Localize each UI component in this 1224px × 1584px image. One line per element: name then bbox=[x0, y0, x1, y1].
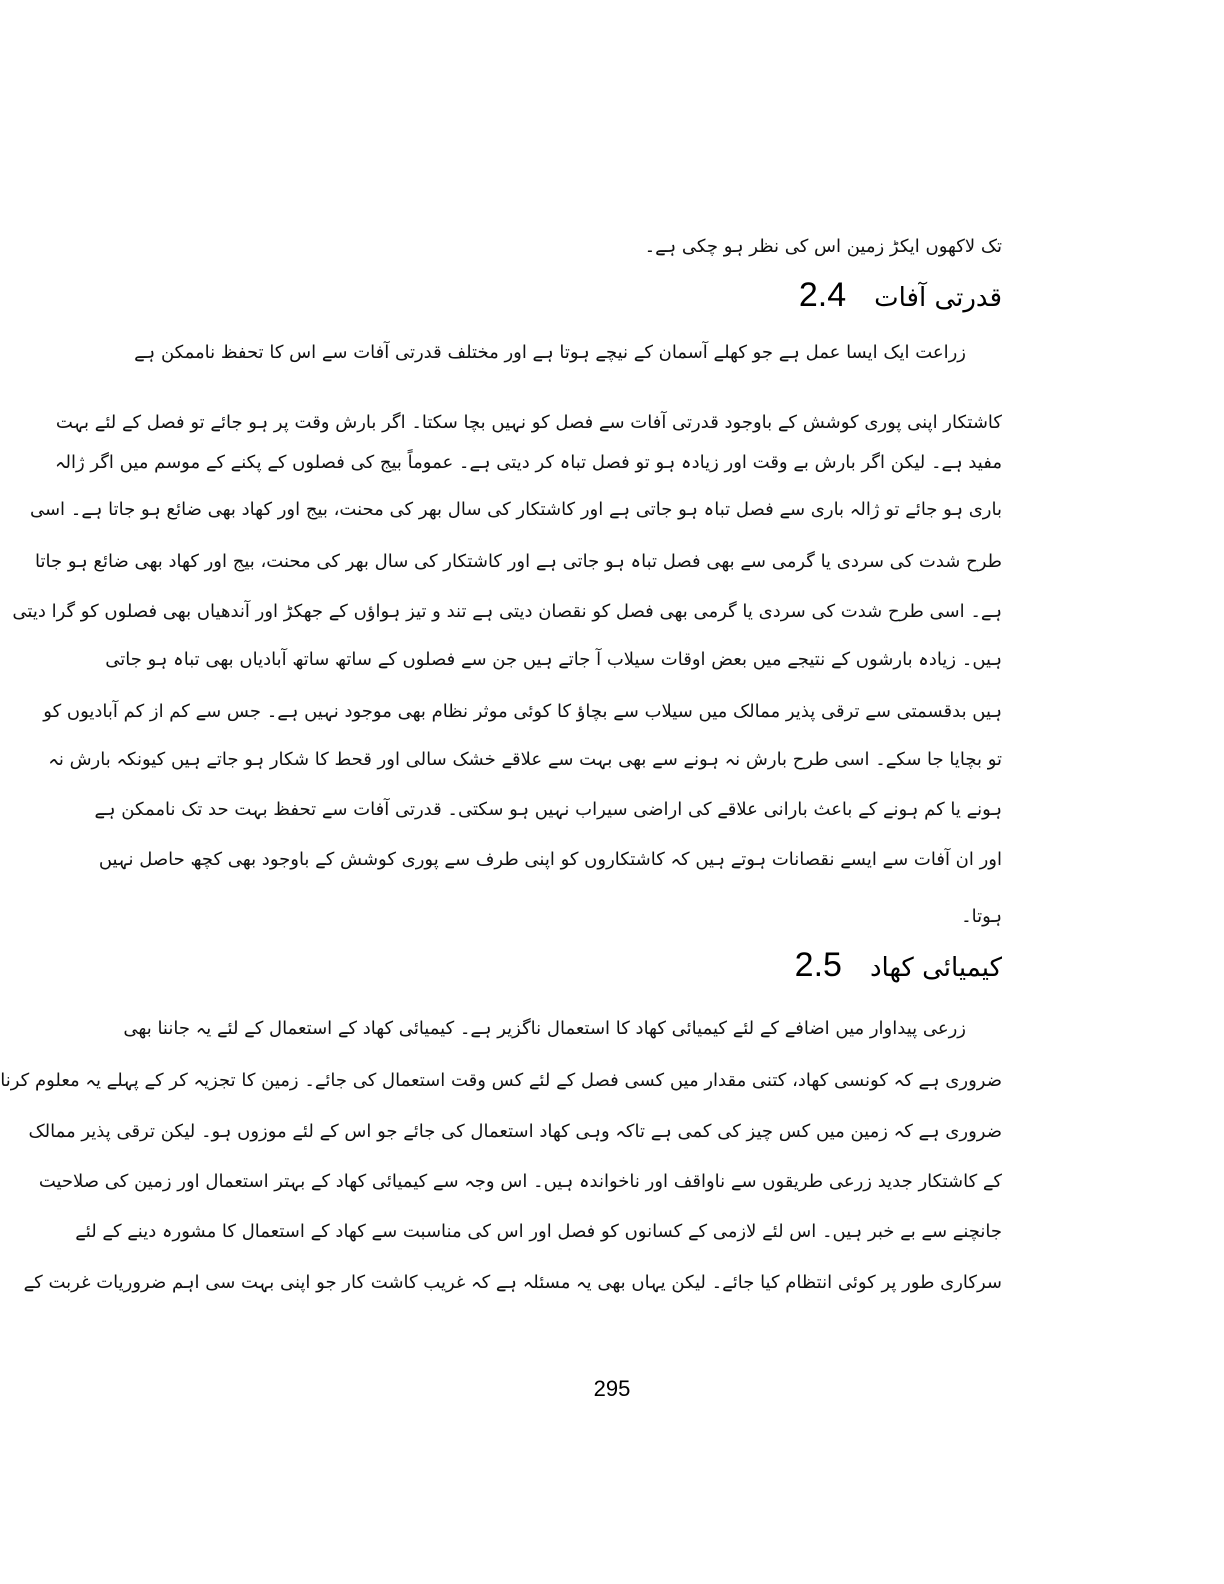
paragraph-line: ضروری ہے کہ زمین میں کس چیز کی کمی ہے تاکہ وہی کھاد استعمال کی جائے جو اس کے لئے موزوں ہو۔ لیکن ترقی پذیر ممالک bbox=[28, 1121, 1002, 1142]
paragraph-line: مفید ہے۔ لیکن اگر بارش بے وقت اور زیادہ ہو تو فصل تباہ کر دیتی ہے۔ عموماً بیج کی فصلوں کے پکنے کے موسم میں اگر ژالہ bbox=[54, 452, 1002, 473]
section-heading-2-5 bbox=[795, 946, 1002, 985]
section-number: 2.5 bbox=[794, 946, 842, 984]
paragraph-line: طرح شدت کی سردی یا گرمی سے بھی فصل تباہ ہو جاتی ہے اور کاشتکار کی سال بھر کی محنت، بیج اور کھاد بھی ضائع ہو جاتا bbox=[35, 551, 1002, 572]
paragraph-line: جانچنے سے بے خبر ہیں۔ اس لئے لازمی کے کسانوں کو فصل اور اس کی مناسبت سے کھاد کے استعمال کا مشورہ دینے کے لئے bbox=[75, 1221, 1002, 1242]
paragraph-line: کے کاشتکار جدید زرعی طریقوں سے ناواقف اور ناخواندہ ہیں۔ اس وجہ سے کیمیائی کھاد کے بہتر استعمال اور زمین کی صلاحیت bbox=[38, 1171, 1002, 1192]
intro-line: تک لاکھوں ایکڑ زمین اس کی نظر ہو چکی ہے۔ bbox=[644, 236, 1002, 257]
section-heading-2-4 bbox=[799, 276, 1002, 315]
paragraph-line: زراعت ایک ایسا عمل ہے جو کھلے آسمان کے نیچے ہوتا ہے اور مختلف قدرتی آفات سے اس کا تحفظ ناممکن ہے bbox=[134, 342, 966, 363]
paragraph-line: کاشتکار اپنی پوری کوشش کے باوجود قدرتی آفات سے فصل کو نہیں بچا سکتا۔ اگر بارش وقت پر ہو جائے تو فصل کے لئے بہت bbox=[55, 412, 1002, 433]
paragraph-line: اور ان آفات سے ایسے نقصانات ہوتے ہیں کہ کاشتکاروں کو اپنی طرف سے پوری کوشش کے باوجود بھی کچھ حاصل نہیں bbox=[98, 849, 1002, 870]
paragraph-line: ہیں۔ زیادہ بارشوں کے نتیجے میں بعض اوقات سیلاب آ جاتے ہیں جن سے فصلوں کے ساتھ ساتھ آبادیاں بھی تباہ ہو جاتی bbox=[105, 649, 1002, 670]
paragraph-line: ہیں بدقسمتی سے ترقی پذیر ممالک میں سیلاب سے بچاؤ کا کوئی موثر نظام بھی موجود نہیں ہے۔ جس سے کم از کم آبادیوں کو bbox=[43, 701, 1002, 722]
page-number: 295 bbox=[593, 1376, 631, 1401]
paragraph-line: ہوتا۔ bbox=[961, 906, 1002, 927]
paragraph-line: سرکاری طور پر کوئی انتظام کیا جائے۔ لیکن یہاں بھی یہ مسئلہ ہے کہ غریب کاشت کار جو اپنی بہت سی اہم ضروریات غربت کے bbox=[23, 1272, 1002, 1293]
paragraph-line: باری ہو جائے تو ژالہ باری سے فصل تباہ ہو جاتی ہے اور کاشتکار کی سال بھر کی محنت، بیج اور کھاد بھی ضائع ہو جاتا ہے۔ اسی bbox=[29, 499, 1002, 520]
section-title: قدرتی آفات bbox=[874, 283, 1002, 313]
section-number: 2.4 bbox=[798, 276, 847, 314]
paragraph-line: ہونے یا کم ہونے کے باعث بارانی علاقے کی اراضی سیراب نہیں ہو سکتی۔ قدرتی آفات سے تحفظ بہت حد تک ناممکن ہے bbox=[94, 799, 1002, 820]
paragraph-line: ضروری ہے کہ کونسی کھاد، کتنی مقدار میں کسی فصل کے لئے کس وقت استعمال کی جائے۔ زمین کا تجزیہ کر کے پہلے یہ معلوم کرنا bbox=[0, 1070, 1002, 1091]
paragraph-line: تو بچایا جا سکے۔ اسی طرح بارش نہ ہونے سے بھی بہت سے علاقے خشک سالی اور قحط کا شکار ہو جاتے ہیں کیونکہ بارش نہ bbox=[48, 749, 1002, 770]
section-title: کیمیائی کھاد bbox=[869, 953, 1002, 983]
paragraph-line: ہے۔ اسی طرح شدت کی سردی یا گرمی بھی فصل کو نقصان دیتی ہے تند و تیز ہواؤں کے جھکڑ اور آندھیاں بھی فصلوں کو گرا دیتی bbox=[12, 601, 1002, 622]
paragraph-line: زرعی پیداوار میں اضافے کے لئے کیمیائی کھاد کا استعمال ناگزیر ہے۔ کیمیائی کھاد کے استعمال کے لئے یہ جاننا بھی bbox=[123, 1018, 966, 1039]
